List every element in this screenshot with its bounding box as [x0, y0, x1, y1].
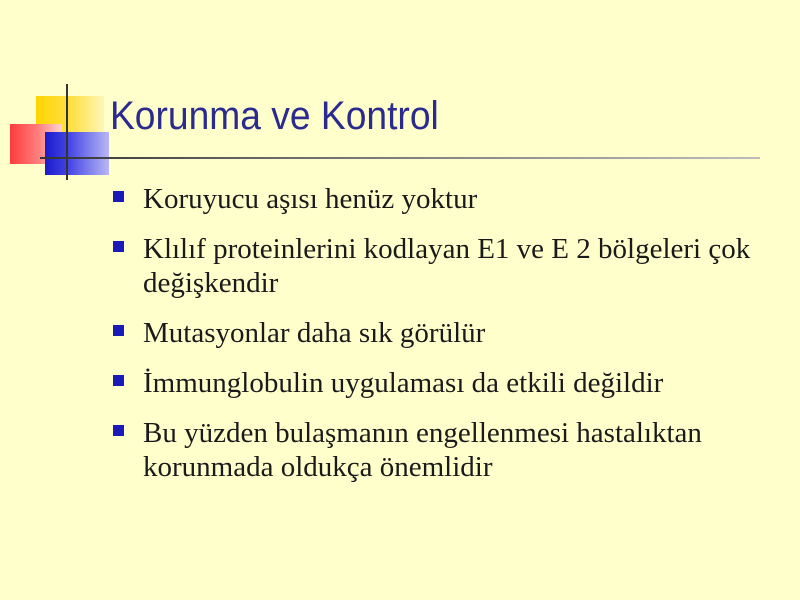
decorative-blue-square — [45, 132, 109, 175]
square-bullet-icon — [113, 191, 124, 202]
bullet-text: Bu yüzden bulaşmanın engellenmesi hastalıktan korunmada oldukça önemlidir — [143, 417, 702, 483]
bullet-list — [110, 182, 770, 500]
square-bullet-icon — [113, 241, 124, 252]
slide-title: Korunma ve Kontrol — [110, 94, 439, 138]
bullet-item — [110, 416, 770, 484]
bullet-item — [110, 366, 770, 400]
corner-decoration — [0, 0, 120, 190]
bullet-item — [110, 316, 770, 350]
square-bullet-icon — [113, 425, 124, 436]
bullet-item — [110, 182, 770, 216]
bullet-text: Koruyucu aşısı henüz yoktur — [143, 183, 478, 215]
bullet-text: Mutasyonlar daha sık görülür — [143, 317, 486, 349]
title-underline — [40, 157, 760, 159]
decorative-vertical-line — [66, 84, 68, 180]
square-bullet-icon — [113, 325, 124, 336]
square-bullet-icon — [113, 375, 124, 386]
bullet-text: Klılıf proteinlerini kodlayan E1 ve E 2 bölgeleri çok değişkendir — [143, 233, 751, 299]
bullet-item — [110, 232, 770, 300]
bullet-text: İmmunglobulin uygulaması da etkili değildir — [143, 367, 664, 399]
